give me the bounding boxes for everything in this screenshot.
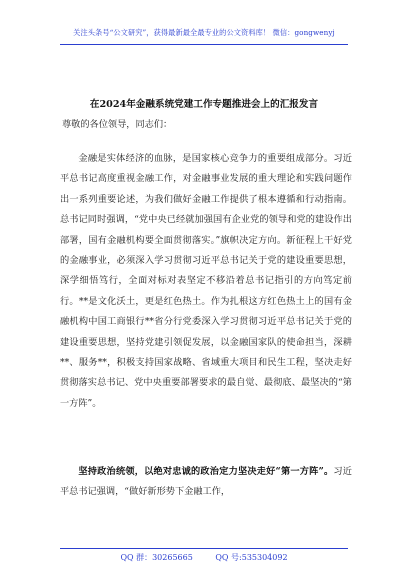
footer-divider	[60, 548, 348, 549]
footer-qq-group: QQ 群：30265665	[120, 553, 193, 562]
header-divider	[60, 44, 348, 45]
footer-qq-number: QQ 号:535304092	[215, 553, 288, 562]
header-banner: 关注头条号“公文研究”，获得最新最全最专业的公文资料库！ 微信：gongwenyj	[73, 28, 335, 37]
paragraph-2	[60, 462, 352, 503]
paragraph-1: 金融是实体经济的血脉，是国家核心竞争力的重要组成部分。习近平总书记高度重视金融工作，对金融事业发展的重大理论和实践问题作出一系列重要论述，为我们做好金融工作提供了根本遵循和行动指南。总书记同时强调，“党中央已经就加强国有企业党的领导和党的建设作出部署，国有金融机构要全面贯彻落实。”旗帜决定方向。新征程上干好党的金融事业，必须深入学习贯彻习近平总书记关于党的建设重要思想，深学细悟笃行，全面对标对表坚定不移沿着总书记指引的方向笃定前行。**是文化沃土，更是红色热土。作为扎根这方红色热土上的国有金融机构中国工商银行**省分行党委深入学习贯彻习近平总书记关于党的建设重要思想，坚持党建引领促发展，以金融国家队的使命担当，深耕**、服务**，积极支持国家战略、省域重大项目和民生工程，坚决走好贯彻落实总书记、党中央重要部署要求的最自觉、最彻底、最坚决的“第一方阵”。	[60, 153, 352, 409]
paragraph-2-heading: 坚持政治统领，以绝对忠诚的政治定力坚决走好“第一方阵”。	[78, 466, 334, 477]
document-title: 在2024年金融系统党建工作专题推进会上的汇报发言	[89, 99, 319, 110]
footer-contact	[0, 552, 408, 563]
salutation: 尊敬的各位领导，同志们：	[62, 119, 173, 130]
paragraph-2-text: 习近平总书记强调，“做好新形势下金融工作，	[60, 466, 352, 498]
